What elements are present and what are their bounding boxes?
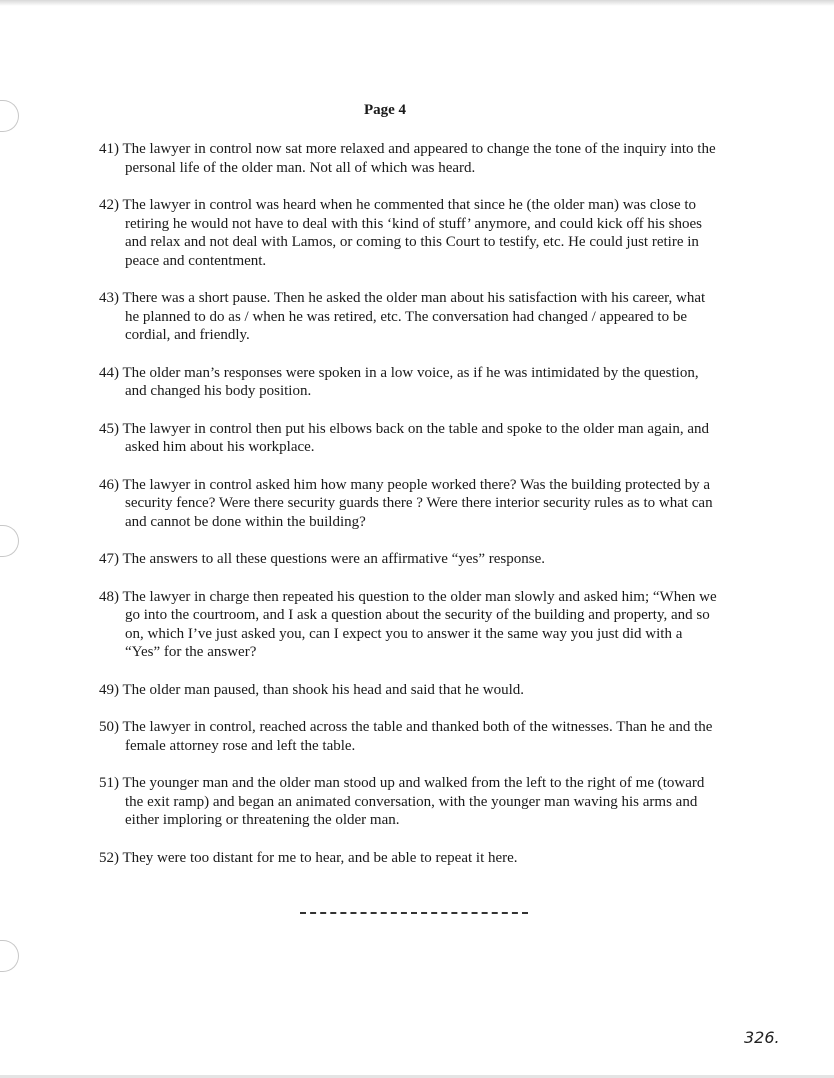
end-of-section-dashed-rule xyxy=(300,912,528,914)
scan-edge-top xyxy=(0,0,834,6)
handwritten-page-mark: 326. xyxy=(744,1028,780,1047)
item-number: 48) xyxy=(99,588,119,605)
list-item xyxy=(99,718,719,755)
list-item xyxy=(99,681,719,700)
item-number: 47) xyxy=(99,551,119,567)
item-text: The older man paused, than shook his head and said that he would. xyxy=(122,681,525,698)
item-text: The lawyer in control now sat more relaxed and appeared to change the tone of the inquiry into the personal life of the older man. Not all of which was heard. xyxy=(122,141,716,176)
item-number: 42) xyxy=(99,197,119,213)
item-text: The answers to all these questions were an affirmative “yes” response. xyxy=(122,551,545,567)
item-number: 49) xyxy=(99,681,119,698)
item-text: The lawyer in control was heard when he commented that since he (the older man) was close to retiring he would not have to deal with this ‘kind of stuff’ anymore, and could kick off his shoes and relax and not deal with Lamos, or coming to this Court to testify, etc. He could just retire in peace and contentment. xyxy=(122,197,702,269)
list-item xyxy=(99,289,719,345)
item-text: They were too distant for me to hear, and be able to repeat it here. xyxy=(122,849,518,866)
item-number: 43) xyxy=(99,290,119,306)
item-text: The lawyer in control asked him how many people worked there? Was the building protected by a security fence? Were there security guards there ? Were there interior security rules as to what can and cannot be done within the building? xyxy=(122,476,713,530)
item-text: The older man’s responses were spoken in a low voice, as if he was intimidated by the question, and changed his body position. xyxy=(122,364,699,399)
list-item xyxy=(99,550,719,569)
punch-hole-bottom xyxy=(0,940,19,972)
item-text: The lawyer in control, reached across the table and thanked both of the witnesses. Than he and the female attorney rose and left the table. xyxy=(122,719,713,754)
item-text: There was a short pause. Then he asked the older man about his satisfaction with his career, what he planned to do as / when he was retired, etc. The conversation had changed / appeared to be cordial, and friendly. xyxy=(122,290,706,343)
item-text: The younger man and the older man stood up and walked from the left to the right of me (toward the exit ramp) and began an animated conversation, with the younger man waving his arms and either imploring or threatening the older man. xyxy=(122,775,705,828)
list-item xyxy=(99,774,719,830)
item-number: 46) xyxy=(99,476,119,493)
item-number: 41) xyxy=(99,141,119,157)
numbered-statement-list xyxy=(99,140,719,886)
item-text: The lawyer in charge then repeated his question to the older man slowly and asked him; “When we go into the courtroom, and I ask a question about the security of the building and property, and so on, which I’ve just asked you, can I expect you to answer it the same way you just did with a “Yes” for the answer? xyxy=(122,588,717,660)
item-number: 44) xyxy=(99,364,119,381)
item-number: 51) xyxy=(99,775,119,791)
list-item xyxy=(99,364,719,401)
list-item xyxy=(99,849,719,868)
item-number: 52) xyxy=(99,849,119,866)
page-title: Page 4 xyxy=(363,102,407,118)
list-item xyxy=(99,196,719,270)
item-number: 50) xyxy=(99,719,119,735)
list-item xyxy=(99,140,719,177)
list-item xyxy=(99,420,719,457)
item-text: The lawyer in control then put his elbows back on the table and spoke to the older man again, and asked him about his workplace. xyxy=(122,420,709,455)
item-number: 45) xyxy=(99,420,119,437)
list-item xyxy=(99,476,719,532)
list-item xyxy=(99,588,719,662)
punch-hole-middle xyxy=(0,525,19,557)
